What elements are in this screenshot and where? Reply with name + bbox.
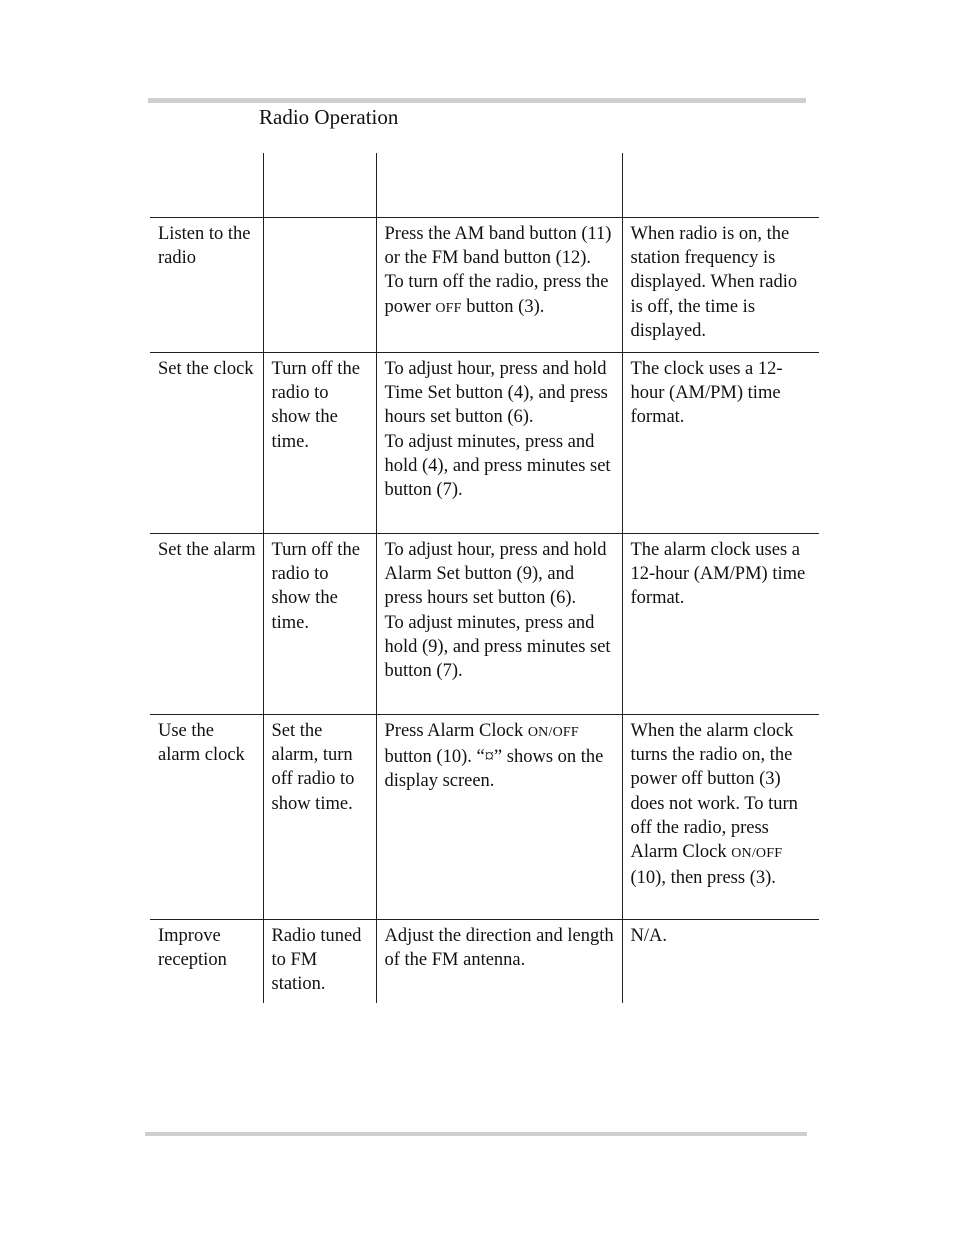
notes-cell: When radio is on, the station frequency is displayed. When radio is off, the time is displayed. [622,218,819,353]
steps-text: To turn off the radio, press the power [384,272,609,317]
steps-line: To adjust hour, press and hold Time Set button (4), and press hours set button (6). [384,359,608,428]
steps-text: Press Alarm Clock [384,721,528,741]
bottom-rule [145,1132,807,1136]
task-cell: Use the alarm clock [150,715,263,920]
steps-cell [376,218,622,353]
header-cell-task [150,153,263,218]
notes-cell: N/A. [622,920,819,1003]
steps-line: To adjust hour, press and hold Alarm Set button (9), and press hours set button (6). [384,540,607,609]
steps-line: To adjust minutes, press and hold (9), and press minutes set button (7). [384,612,611,682]
steps-cell: Adjust the direction and length of the FM antenna. [376,920,622,1003]
small-caps-off: OFF [435,300,462,316]
steps-cell [376,715,622,920]
header-cell-steps [376,153,622,218]
notes-text: (10), then press (3). [630,868,776,889]
table-header-row [150,153,819,218]
section-title: Radio Operation [259,105,399,129]
steps-line [385,270,616,320]
small-caps-on-off: ON/OFF [527,725,579,740]
steps-line: To adjust minutes, press and hold (4), and press minutes set button (7). [384,431,611,501]
steps-cell [376,534,622,715]
steps-text: button (3). [461,296,545,317]
task-cell: Listen to the radio [150,218,263,353]
top-rule [148,98,806,103]
precondition-cell: Turn off the radio to show the time. [263,534,376,715]
notes-cell: The alarm clock uses a 12-hour (AM/PM) time format. [622,534,819,715]
task-cell: Set the clock [150,353,263,534]
notes-text: When the alarm clock turns the radio on, the power off button (3) does not work. To turn off the radio, press Alarm Clock [630,721,798,863]
task-cell: Improve reception [158,926,227,971]
radio-operation-table [150,153,819,1003]
precondition-cell: Set the alarm, turn off radio to show time. [263,715,376,920]
precondition-cell [263,218,376,353]
notes-cell: The clock uses a 12-hour (AM/PM) time format. [622,353,819,534]
header-cell-precondition [263,153,376,218]
small-caps-on-off: ON/OFF [731,846,783,862]
table-row [150,218,819,353]
notes-cell [622,715,819,920]
table-row [150,534,819,715]
table-row [150,920,819,1003]
steps-text: button (10). “¤” shows on the display screen. [384,747,604,792]
table-row [150,353,819,534]
task-cell: Set the alarm [150,534,263,715]
precondition-cell: Radio tuned to FM station. [263,920,376,1003]
table-row [150,715,819,920]
precondition-cell: Turn off the radio to show the time. [263,353,376,534]
steps-cell [376,353,622,534]
steps-line: Press the AM band button (11) or the FM band button (12). [384,224,612,269]
header-cell-notes [622,153,819,218]
